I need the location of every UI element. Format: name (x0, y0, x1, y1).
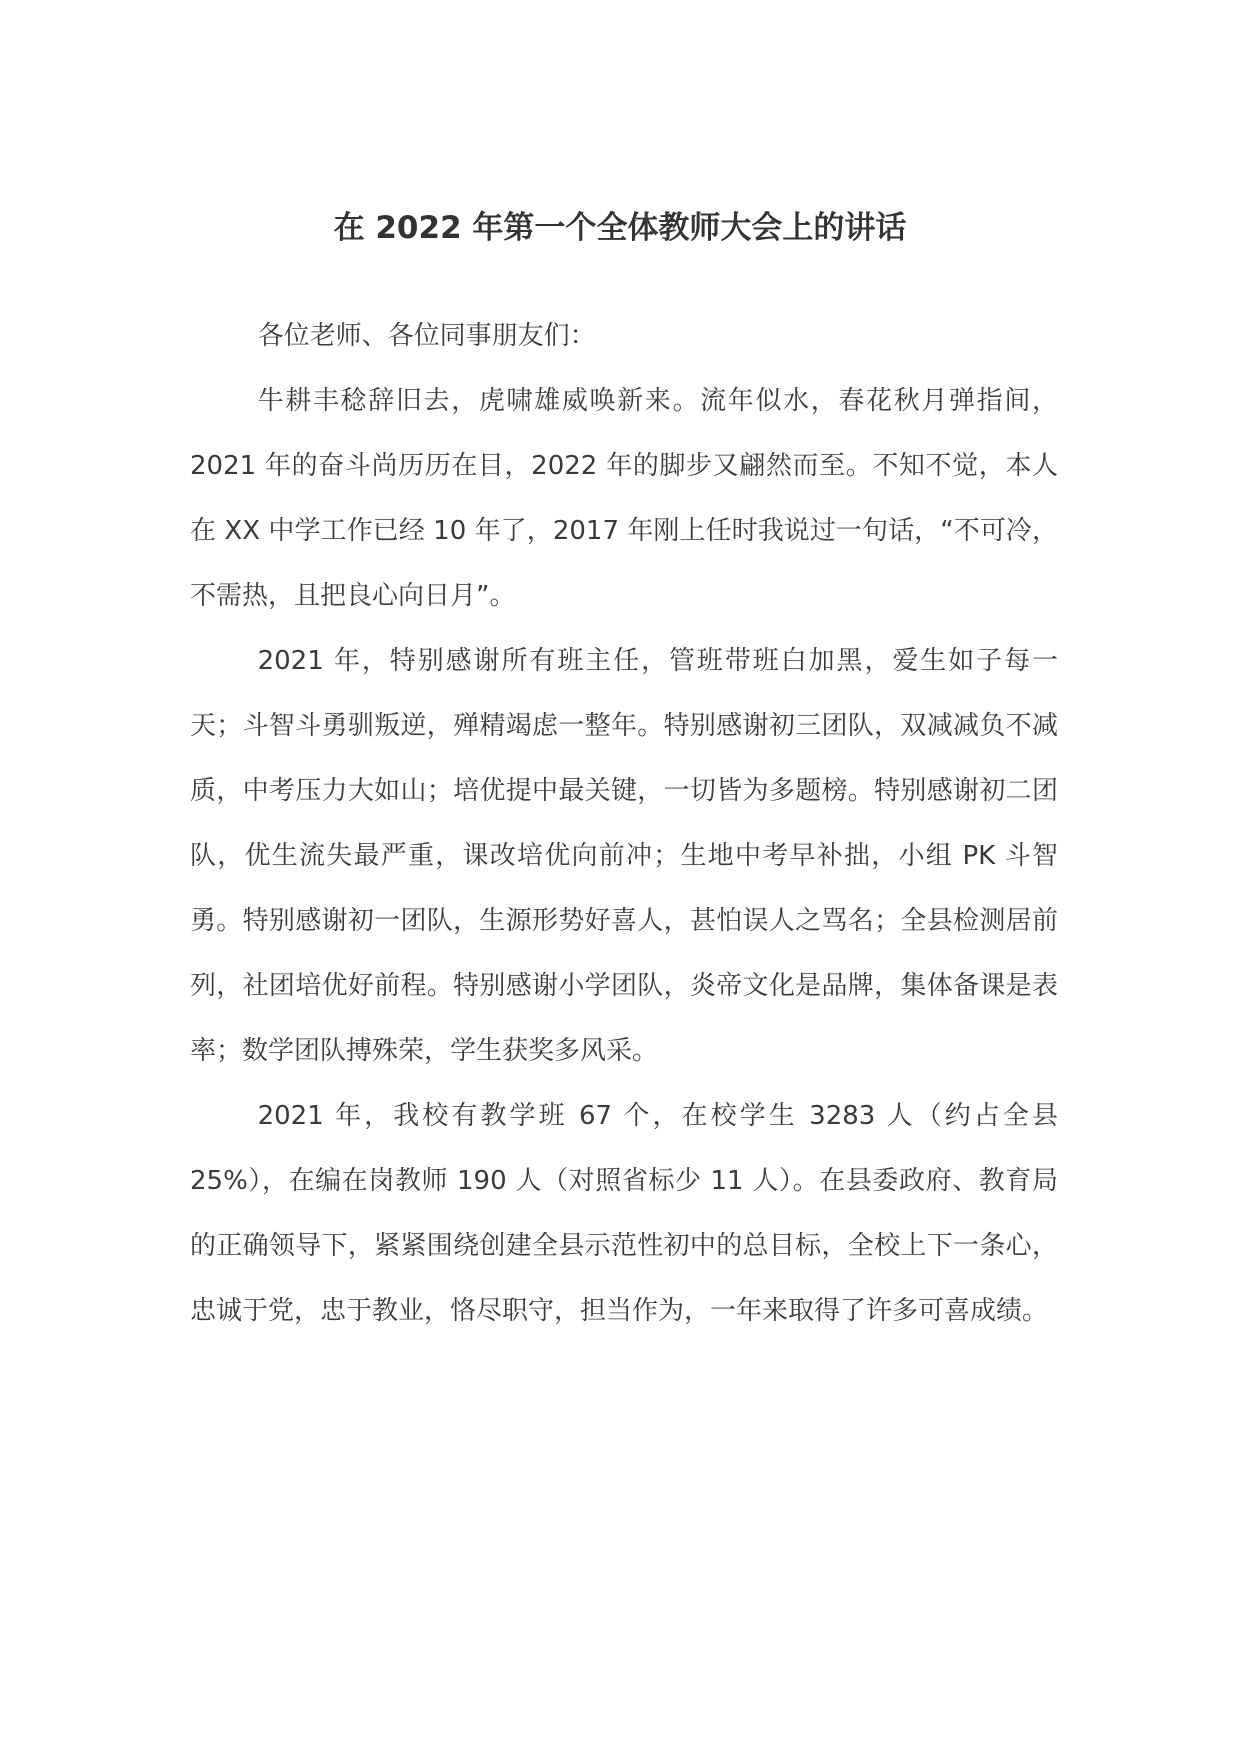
paragraph-3: 2021 年，我校有教学班 67 个，在校学生 3283 人（约占全县 25%），在编在岗教师 190 人（对照省标少 11 人）。在县委政府、教育局的正确领导下，紧紧围绕创建全县示范性初中的总目标，全校上下一条心，忠诚于党，忠于教业，恪尽职守，担当作为，一年来取得了许多可喜成绩。 (190, 1101, 1058, 1326)
document-body (190, 304, 1058, 1344)
paragraph-1: 牛耕丰稔辞旧去，虎啸雄威唤新来。流年似水，春花秋月弹指间，2021 年的奋斗尚历历在目，2022 年的脚步又翩然而至。不知不觉，本人在 XX 中学工作已经 10 年了，2017 年刚上任时我说过一句话，“不可冷，不需热，且把良心向日月”。 (190, 386, 1058, 611)
paragraph-2: 2021 年，特别感谢所有班主任，管班带班白加黑，爱生如子每一天；斗智斗勇驯叛逆，殚精竭虑一整年。特别感谢初三团队，双减减负不减质，中考压力大如山；培优提中最关键，一切皆为多题榜。特别感谢初二团队，优生流失最严重，课改培优向前冲；生地中考早补拙，小组 PK 斗智勇。特别感谢初一团队，生源形势好喜人，甚怕误人之骂名；全县检测居前列，社团培优好前程。特别感谢小学团队，炎帝文化是品牌，集体备课是表率；数学团队搏殊荣，学生获奖多风采。 (190, 646, 1058, 1066)
greeting-paragraph: 各位老师、各位同事朋友们： (257, 321, 596, 351)
document-title: 在 2022 年第一个全体教师大会上的讲话 (333, 210, 907, 246)
